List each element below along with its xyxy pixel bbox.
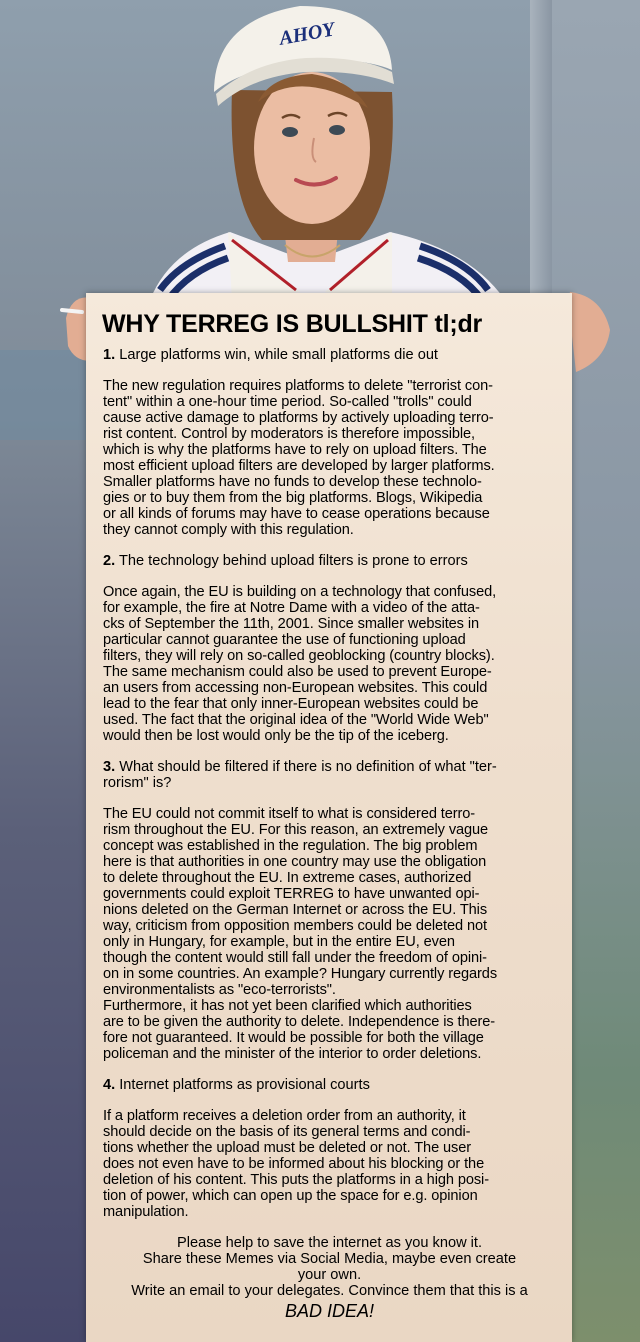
section-1-number: 1. [103, 347, 116, 363]
section-1-heading-text: Large platforms win, while small platforms die out [115, 347, 438, 363]
section-2-paragraph: Once again, the EU is building on a technology that confused, for example, the fire at Notre Dame with a video of the atta- cks of September the 11th, 2001. Since smaller websites in particular cannot guarantee the use of functioning upload filters, they will rely on so-called geoblocking (country blocks). The same mechanism could also be used to prevent Europe- an users from accessing non-European websites. This could lead to the fear that only inner-European websites could be used. The fact that the original idea of the "World Wide Web" would then be lost would only be the tip of the iceberg. [103, 584, 497, 744]
section-4-heading [103, 1077, 564, 1093]
protest-sign [86, 293, 572, 1342]
sign-closing: BAD IDEA! [284, 1301, 375, 1321]
section-4-paragraph: If a platform receives a deletion order from an authority, it should decide on the basis of its general terms and condi- tions whether the upload must be deleted or not. The user does not even have to be informed about his blocking or the deletion of his content. This puts the platforms in a high posi- tion of power, which can open up the space for e.g. opinion manipulation. [103, 1108, 489, 1220]
section-2-number: 2. [103, 553, 116, 569]
section-3-paragraph: The EU could not commit itself to what is considered terro- rism throughout the EU. For this reason, an extremely vague concept was established in the regulation. The big problem here is that authorities in one country may use the obligation to delete throughout the EU. In extreme cases, authorized governments could exploit TERREG to have unwanted opi- nions deleted on the German Internet or across the EU. This way, criticism from opposition members could be deleted not only in Hungary, for example, but in the entire EU, even though the content would still fall under the freedom of opini- on in some countries. An example? Hungary currently regards environmentalists as "eco-terrorists". Furthermore, it has not yet been clarified which authorities are to be given the authority to delete. Independence is there- fore not guaranteed. It would be possible for both the village policeman and the minister of the interior to order deletions. [103, 806, 498, 1062]
section-4-heading-text: Internet platforms as provisional courts [115, 1077, 370, 1093]
section-3-number: 3. [103, 759, 116, 775]
right-hand [568, 292, 610, 372]
section-1-paragraph: The new regulation requires platforms to delete "terrorist con- tent" within a one-hour time period. So-called "trolls" could cause active damage to platforms by actively uploading terro- rist content. Control by moderators is therefore impossible, which is why the platforms have to rely on upload filters. The most efficient upload filters are developed by larger platforms. Smaller platforms have no funds to develop these technolo- gies or to buy them from the big platforms. Blogs, Wikipedia or all kinds of forums may have to cease operations because they cannot comply with this regulation. [103, 378, 495, 538]
section-2-heading [103, 553, 564, 569]
sign-title: WHY TERREG IS BULLSHIT tl;dr [102, 310, 483, 338]
section-3-heading-text: What should be filtered if there is no definition of what "ter- rorism" is? [103, 759, 497, 791]
sign-footer: Please help to save the internet as you know it. Share these Memes via Social Media, maybe even create your own. Write an email to your delegates. Convince them that this is a [131, 1235, 528, 1299]
section-1-heading [103, 347, 564, 363]
section-4-number: 4. [103, 1077, 116, 1093]
section-3-heading [103, 759, 564, 791]
hat-text: AHOY [277, 18, 337, 50]
section-2-heading-text: The technology behind upload filters is prone to errors [115, 553, 468, 569]
